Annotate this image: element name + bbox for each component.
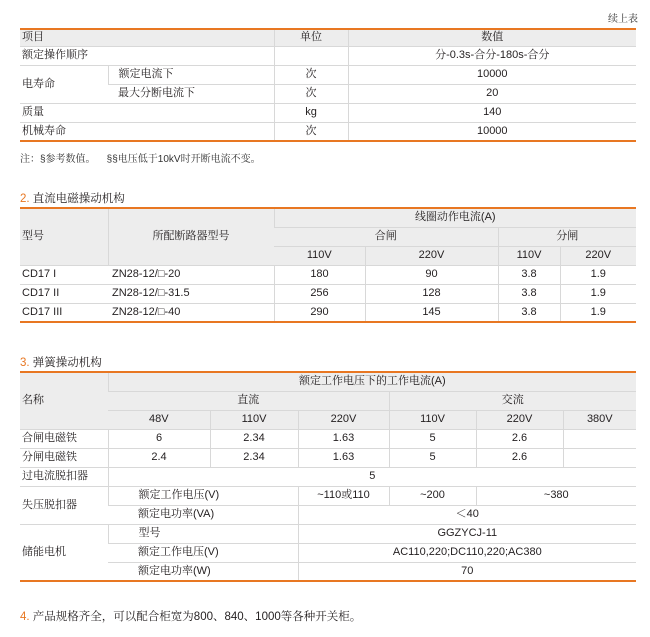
- row-model: CD17 I: [20, 265, 108, 284]
- header-model: 型号: [20, 208, 108, 265]
- cell-value: 2.4: [108, 448, 210, 467]
- row-value: 分-0.3s-合分-180s-合分: [348, 46, 636, 65]
- row-unit: 次: [274, 65, 348, 84]
- sub-label: 最大分断电流下: [108, 84, 274, 103]
- spec-table: [20, 28, 636, 142]
- section-number: 2.: [20, 193, 30, 205]
- cell-value: 128: [365, 284, 498, 303]
- cell-value: ~200: [389, 486, 476, 505]
- header-voltage: 110V: [498, 246, 560, 265]
- cell-value: 145: [365, 303, 498, 322]
- row-value: 10000: [348, 65, 636, 84]
- row-label: 过电流脱扣器: [20, 467, 108, 486]
- header-voltage: 48V: [108, 410, 210, 429]
- header-group: 线圈动作电流(A): [274, 208, 636, 227]
- dc-mechanism-table: [20, 207, 636, 323]
- header-name: 名称: [20, 372, 108, 429]
- cell-value: 70: [298, 562, 636, 581]
- row-unit: [274, 46, 348, 65]
- cell-value: ＜40: [298, 505, 636, 524]
- row-value: 10000: [348, 122, 636, 141]
- cell-value: ~110或110: [298, 486, 389, 505]
- row-label: 质量: [20, 103, 274, 122]
- cell-value: 2.6: [476, 429, 563, 448]
- cell-value: AC110,220;DC110,220;AC380: [298, 543, 636, 562]
- section-text: 产品规格齐全，可以配合柜宽为800、840、1000等各种开关柜。: [32, 611, 362, 623]
- cell-value: GGZYCJ-11: [298, 524, 636, 543]
- row-breaker: ZN28-12/□-40: [112, 305, 181, 318]
- row-label: 额定操作顺序: [20, 46, 274, 65]
- header-item: 项目: [20, 29, 274, 46]
- cell-value: 5: [389, 429, 476, 448]
- row-value: 20: [348, 84, 636, 103]
- cell-value: 180: [274, 265, 365, 284]
- section-title: [20, 608, 361, 624]
- header-voltage: 220V: [560, 246, 636, 265]
- row-unit: kg: [274, 103, 348, 122]
- row-label: 储能电机: [20, 524, 108, 581]
- section-number: 3.: [20, 357, 30, 369]
- header-voltage: 110V: [389, 410, 476, 429]
- row-unit: 次: [274, 84, 348, 103]
- section-heading: 直流电磁操动机构: [32, 193, 125, 205]
- cell-value: 3.8: [498, 265, 560, 284]
- row-label: 分闸电磁铁: [20, 448, 108, 467]
- cell-value: 2.34: [210, 429, 298, 448]
- row-model: CD17 II: [20, 284, 108, 303]
- header-voltage: 220V: [476, 410, 563, 429]
- header-close: 合闸: [274, 227, 498, 246]
- row-value: 140: [348, 103, 636, 122]
- sub-label: 额定工作电压(V): [108, 486, 298, 505]
- header-breaker: 所配断路器型号: [108, 208, 274, 265]
- row-label: 机械寿命: [22, 124, 66, 137]
- sub-label: 额定电功率(VA): [108, 505, 298, 524]
- header-value: 数值: [348, 29, 636, 46]
- cell-value: 1.9: [560, 303, 636, 322]
- cell-value: 1.9: [560, 265, 636, 284]
- header-unit: 单位: [274, 29, 348, 46]
- row-breaker: ZN28-12/□-20: [108, 265, 274, 284]
- header-open: 分闸: [498, 227, 636, 246]
- header-voltage: 220V: [298, 410, 389, 429]
- row-model: CD17 III: [22, 305, 63, 318]
- row-label: 电寿命: [20, 65, 108, 103]
- cell-value: 1.9: [560, 284, 636, 303]
- spring-mechanism-table: [20, 371, 636, 582]
- cell-value: [563, 448, 636, 467]
- row-label: 合闸电磁铁: [20, 429, 108, 448]
- cell-value: 1.63: [298, 429, 389, 448]
- section-title: [20, 354, 102, 370]
- header-dc: 直流: [108, 391, 389, 410]
- header-voltage: 380V: [563, 410, 636, 429]
- section-number: 4.: [20, 611, 30, 623]
- sub-label: 额定工作电压(V): [108, 543, 298, 562]
- section-title: [20, 190, 125, 206]
- row-breaker: ZN28-12/□-31.5: [108, 284, 274, 303]
- sub-label: 型号: [108, 524, 298, 543]
- row-unit: 次: [274, 122, 348, 141]
- header-group: 额定工作电压下的工作电流(A): [108, 372, 636, 391]
- cell-value: 5: [389, 448, 476, 467]
- row-label: 失压脱扣器: [20, 486, 108, 524]
- cell-value: 3.8: [498, 284, 560, 303]
- header-voltage: 110V: [274, 246, 365, 265]
- cell-value: 256: [274, 284, 365, 303]
- cell-value: ~380: [476, 486, 636, 505]
- header-voltage: 110V: [210, 410, 298, 429]
- section-heading: 弹簧操动机构: [32, 357, 102, 369]
- header-voltage: 220V: [365, 246, 498, 265]
- cell-value: 1.63: [298, 448, 389, 467]
- cell-value: [563, 429, 636, 448]
- continued-label: 续上表: [608, 14, 638, 25]
- cell-value: 2.34: [210, 448, 298, 467]
- cell-value: 90: [365, 265, 498, 284]
- cell-value: 5: [108, 467, 636, 486]
- cell-value: 290: [274, 303, 365, 322]
- cell-value: 3.8: [498, 303, 560, 322]
- cell-value: 6: [108, 429, 210, 448]
- sub-label: 额定电功率(W): [138, 564, 211, 577]
- sub-label: 额定电流下: [108, 65, 274, 84]
- cell-value: 2.6: [476, 448, 563, 467]
- footnote: 注：§参考数值。 §§电压低于10kV时开断电流不变。: [20, 154, 261, 165]
- header-ac: 交流: [389, 391, 636, 410]
